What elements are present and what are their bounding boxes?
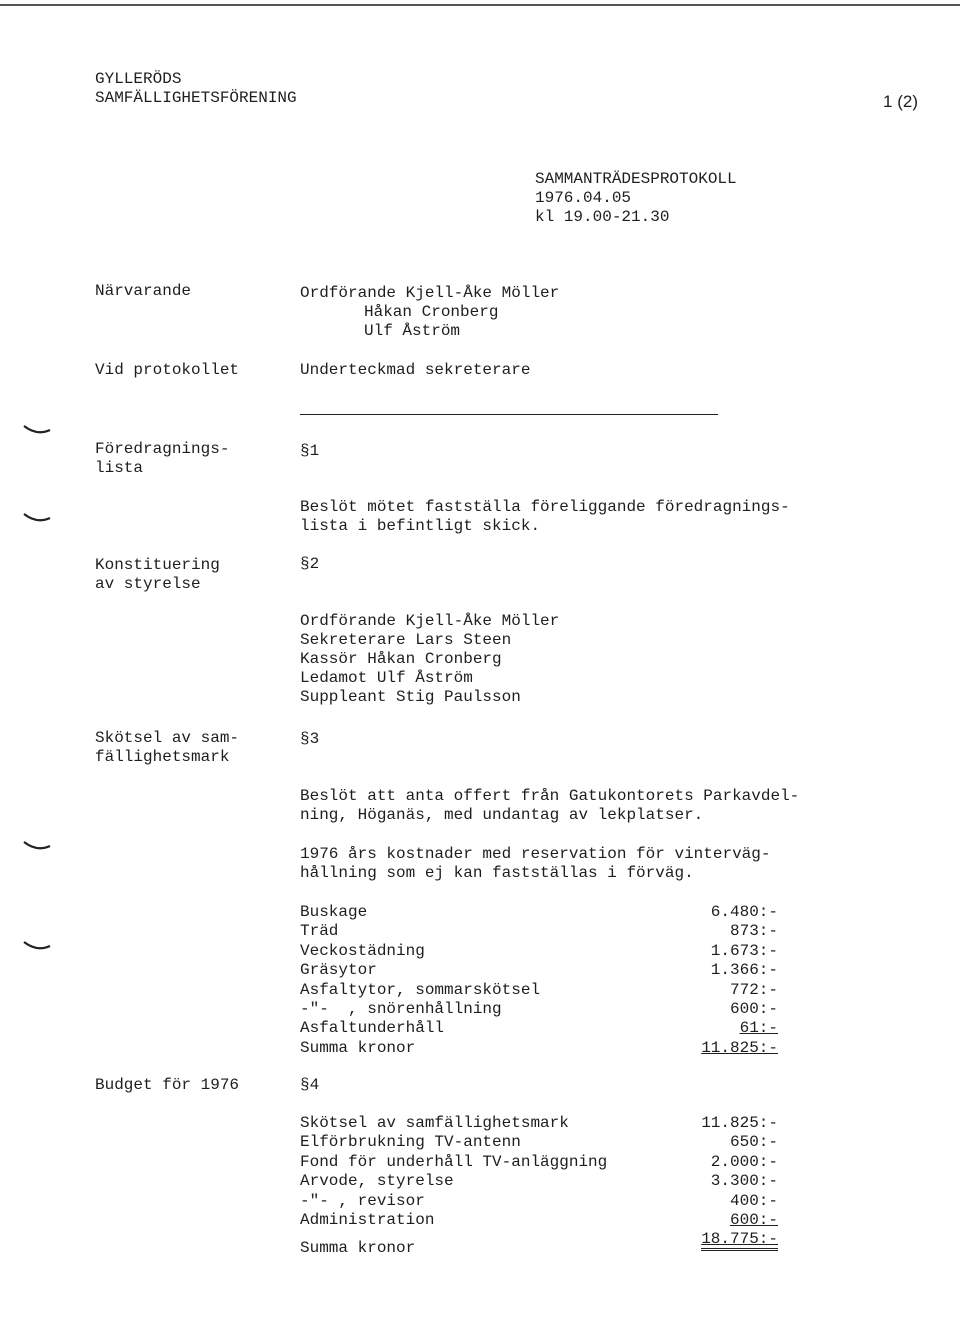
item-amount: 1.673:- (710, 941, 778, 960)
meeting-meta (535, 170, 737, 227)
meeting-date: 1976.04.05 (535, 189, 632, 207)
table-row (300, 1114, 778, 1133)
section-text: 1976 års kostnader med reservation för vinterväg- hållning som ej kan fastställas i förväg. (300, 845, 771, 882)
item-amount: 6.480:- (710, 903, 778, 921)
margin-mark (22, 424, 52, 436)
table-row (300, 942, 778, 961)
top-scan-edge (0, 4, 960, 6)
item-amount: 772:- (729, 980, 778, 999)
signature-line (300, 414, 718, 415)
item-desc: Veckostädning (300, 941, 425, 960)
margin-mark (22, 940, 52, 952)
section-label: Konstituering av styrelse (95, 556, 220, 593)
table-row (300, 1000, 778, 1019)
attendance-label: Närvarande (95, 282, 192, 300)
attendance-name: Ordförande Kjell-Åke Möller (300, 284, 560, 302)
section-number: §3 (300, 730, 320, 748)
item-desc: Arvode, styrelse (300, 1172, 454, 1191)
document-type: SAMMANTRÄDESPROTOKOLL (535, 170, 737, 188)
margin-mark (22, 840, 52, 852)
section-number: §4 (300, 1076, 320, 1094)
item-desc: Asfaltytor, sommarskötsel (300, 980, 541, 999)
table-row (300, 1133, 778, 1152)
item-desc: Träd (300, 922, 339, 941)
table-row (300, 1192, 778, 1211)
item-amount: 2.000:- (710, 1152, 778, 1171)
attendance-name: Ulf Åström (364, 322, 461, 340)
item-amount: 650:- (729, 1133, 778, 1152)
item-desc: Asfaltunderhåll (300, 1019, 445, 1038)
total-amount: 18.775:- (701, 1230, 778, 1251)
attendance-name: Håkan Cronberg (364, 303, 499, 321)
item-desc: Gräsytor (300, 961, 377, 980)
table-row (300, 903, 778, 922)
table-row (300, 1172, 778, 1191)
page-number: 1 (2) (883, 92, 918, 111)
budget-table (300, 1114, 778, 1259)
item-amount: 61:- (739, 1019, 778, 1038)
table-row (300, 922, 778, 941)
item-desc: Fond för underhåll TV-anläggning (300, 1152, 608, 1171)
section-label: Föredragnings- lista (95, 440, 230, 477)
table-row (300, 981, 778, 1000)
item-amount: 600:- (729, 1210, 778, 1229)
total-amount: 11.825:- (701, 1038, 778, 1057)
section-number: §1 (300, 442, 320, 460)
table-row (300, 1211, 778, 1230)
item-amount: 3.300:- (710, 1172, 778, 1191)
item-amount: 873:- (729, 922, 778, 941)
item-amount: 1.366:- (710, 961, 778, 980)
item-desc: Administration (300, 1210, 435, 1229)
section-number: §2 (300, 555, 320, 573)
item-amount: 600:- (729, 999, 778, 1018)
total-desc: Summa kronor (300, 1038, 416, 1057)
meeting-time: kl 19.00-21.30 (535, 208, 670, 226)
cost-table (300, 903, 778, 1058)
minutes-by-label: Vid protokollet (95, 361, 240, 379)
section-label: Skötsel av sam- fällighetsmark (95, 729, 240, 766)
item-amount: 11.825:- (701, 1114, 778, 1132)
item-desc: -"- , snörenhållning (300, 999, 502, 1018)
item-desc: Buskage (300, 903, 368, 921)
section-text: Beslöt att anta offert från Gatukontorets Parkavdel- ning, Höganäs, med undantag av lekplatser. (300, 787, 800, 824)
section-text: Ordförande Kjell-Åke Möller Sekreterare Lars Steen Kassör Håkan Cronberg Ledamot Ulf Åström Suppleant Stig Paulsson (300, 612, 560, 706)
item-desc: Elförbrukning TV-antenn (300, 1133, 521, 1152)
minutes-by-value: Underteckmad sekreterare (300, 361, 531, 379)
item-desc: -"- , revisor (300, 1191, 425, 1210)
total-row (300, 1230, 778, 1258)
section-label: Budget för 1976 (95, 1076, 240, 1094)
total-desc: Summa kronor (300, 1239, 416, 1258)
section-text: Beslöt mötet fastställa föreliggande föredragnings- lista i befintligt skick. (300, 498, 790, 535)
item-amount: 400:- (729, 1191, 778, 1210)
table-row (300, 1019, 778, 1038)
item-desc: Skötsel av samfällighetsmark (300, 1114, 569, 1132)
margin-mark (22, 512, 52, 524)
total-row (300, 1039, 778, 1058)
table-row (300, 961, 778, 980)
table-row (300, 1153, 778, 1172)
organization-name: GYLLERÖDS SAMFÄLLIGHETSFÖRENING (95, 70, 297, 107)
